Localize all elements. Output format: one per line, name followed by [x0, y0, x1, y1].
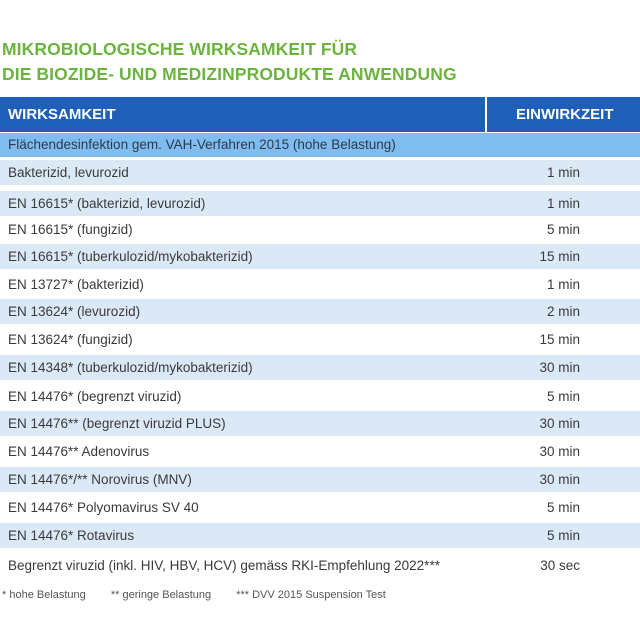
- table-row: [0, 523, 640, 548]
- row-wirksamkeit: Begrenzt viruzid (inkl. HIV, HBV, HCV) gemäss RKI-Empfehlung 2022***: [8, 558, 440, 573]
- table-row: [0, 355, 640, 380]
- table-header: [0, 97, 640, 132]
- table-row: [0, 411, 640, 436]
- footnote-1: * hohe Belastung: [2, 589, 86, 601]
- row-einwirkzeit: 15 min: [539, 332, 580, 347]
- row-einwirkzeit: 1 min: [546, 196, 580, 211]
- page-title: [2, 37, 457, 87]
- row-wirksamkeit: EN 14476* Rotavirus: [8, 528, 135, 543]
- row-einwirkzeit: 5 min: [546, 500, 580, 515]
- row-einwirkzeit: 1 min: [546, 277, 580, 292]
- row-einwirkzeit: 30 min: [539, 472, 580, 487]
- section-label: Flächendesinfektion gem. VAH-Verfahren 2015 (hohe Belastung): [8, 137, 396, 152]
- table-row: [0, 299, 640, 324]
- section-row: [0, 133, 640, 157]
- table-row: [0, 244, 640, 269]
- row-einwirkzeit: 30 min: [539, 444, 580, 459]
- row-wirksamkeit: EN 14476** (begrenzt viruzid PLUS): [8, 416, 226, 431]
- row-wirksamkeit: EN 13727* (bakterizid): [8, 277, 144, 292]
- header-divider: [485, 97, 487, 132]
- row-einwirkzeit: 2 min: [546, 304, 580, 319]
- row-einwirkzeit: 5 min: [546, 222, 580, 237]
- table-row: [0, 217, 640, 242]
- row-wirksamkeit: EN 16615* (bakterizid, levurozid): [8, 196, 206, 211]
- row-einwirkzeit: 30 min: [539, 360, 580, 375]
- table-row: [0, 384, 640, 409]
- table-row: [0, 160, 640, 185]
- title-line-1: MIKROBIOLOGISCHE WIRKSAMKEIT FÜR: [2, 39, 358, 59]
- table-row: [0, 495, 640, 520]
- row-wirksamkeit: EN 14476*/** Norovirus (MNV): [8, 472, 192, 487]
- table-row: [0, 439, 640, 464]
- row-wirksamkeit: EN 16615* (tuberkulozid/mykobakterizid): [8, 249, 253, 264]
- footnotes: [2, 589, 408, 601]
- row-wirksamkeit: EN 13624* (levurozid): [8, 304, 141, 319]
- footnote-3: *** DVV 2015 Suspension Test: [236, 589, 386, 601]
- header-wirksamkeit: WIRKSAMKEIT: [8, 106, 116, 123]
- row-einwirkzeit: 15 min: [539, 249, 580, 264]
- row-einwirkzeit: 30 min: [539, 416, 580, 431]
- row-wirksamkeit: EN 14476* Polyomavirus SV 40: [8, 500, 199, 515]
- table-row: [0, 272, 640, 297]
- row-einwirkzeit: 5 min: [546, 528, 580, 543]
- row-wirksamkeit: Bakterizid, levurozid: [8, 165, 129, 180]
- table-row: [0, 327, 640, 352]
- row-wirksamkeit: EN 13624* (fungizid): [8, 332, 133, 347]
- row-einwirkzeit: 5 min: [546, 389, 580, 404]
- footnote-2: ** geringe Belastung: [110, 589, 212, 601]
- header-einwirkzeit: EINWIRKZEIT: [516, 106, 614, 123]
- table-row: [0, 467, 640, 492]
- title-line-2: DIE BIOZIDE- UND MEDIZINPRODUKTE ANWENDUNG: [2, 64, 457, 84]
- row-wirksamkeit: EN 14348* (tuberkulozid/mykobakterizid): [8, 360, 253, 375]
- row-einwirkzeit: 1 min: [546, 165, 580, 180]
- row-einwirkzeit: 30 sec: [540, 558, 580, 573]
- row-wirksamkeit: EN 14476** Adenovirus: [8, 444, 150, 459]
- row-wirksamkeit: EN 14476* (begrenzt viruzid): [8, 389, 182, 404]
- table-row: [0, 191, 640, 216]
- row-wirksamkeit: EN 16615* (fungizid): [8, 222, 133, 237]
- table-row: [0, 553, 640, 578]
